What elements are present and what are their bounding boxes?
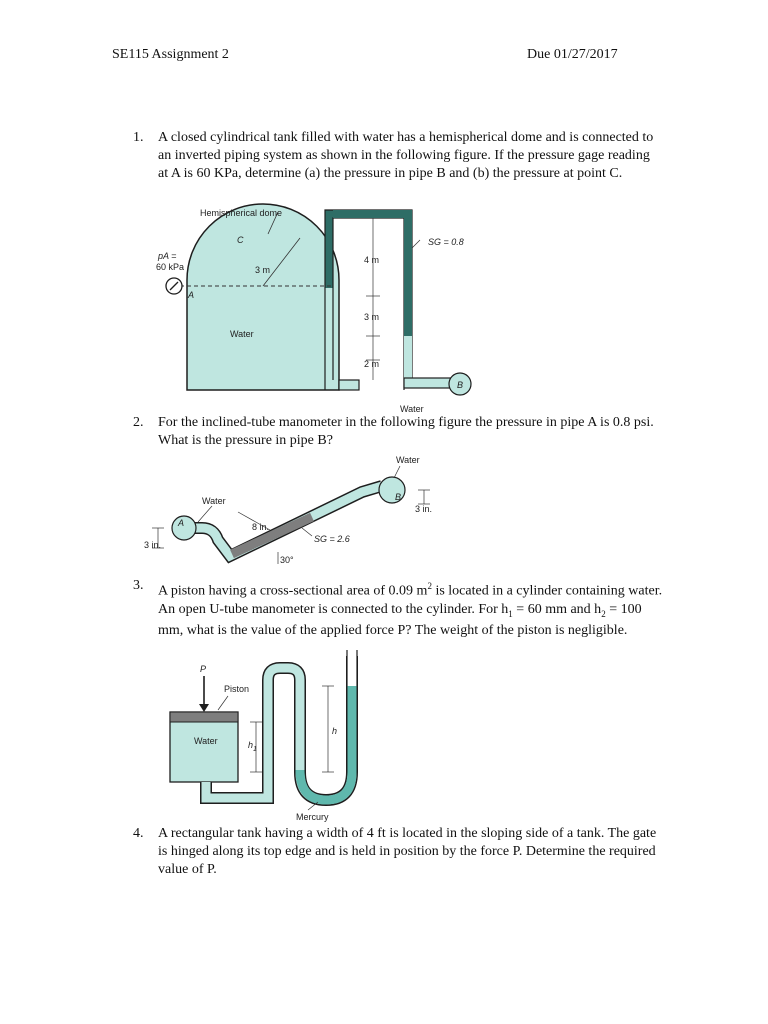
figure-3-piston-manometer [158,650,418,822]
problem-number: 4. [133,826,144,841]
pa-value: 60 kPa [156,262,185,272]
water-label: Water [230,329,254,339]
water-b-label: Water [400,404,424,414]
dim-3in-left: 3 in. [144,540,162,550]
problem-text: A piston having a cross-sectional area of 0.09 $m^2$ is located in a cylinder containing water. An open U-tube manometer is connected to the cylinder. For $h_1 = 60$ mm and $h_2 = 100$ mm, what is the value of the applied force P? The weight of the piston is negligible. [158,581,663,639]
right-leg-oil [404,218,412,336]
dim-4m-label: 4 m [364,255,380,265]
gauge-fluid [232,517,312,554]
point-c-label: C [237,235,244,245]
left-leg-water [325,288,333,386]
point-a-label: A [178,518,185,528]
mercury [300,686,352,800]
problem-text: For the inclined-tube manometer in the following figure the pressure in pipe A is 0.8 psi. What is the pressure in pipe B? [158,415,654,448]
problem-2 [133,414,663,450]
problem-3 [133,577,663,640]
tank-with-dome [187,204,339,390]
problem-text: A closed cylindrical tank filled with water has a hemispherical dome and is connected to an inverted piping system as shown in the following figure. If the pressure gage reading at A is 60 KPa, determine (a) the pressure in pipe B and (b) the pressure at point C. [158,130,654,181]
point-a-label: A [188,290,195,300]
piston [170,712,238,722]
h1-label: $h_1$ [248,740,257,753]
pipe-b [379,477,405,503]
dim-8in: 8 in. [252,522,270,532]
mercury-label: Mercury [296,812,329,822]
point-b-label: B [395,492,402,502]
sg-label: SG = 2.6 [314,534,350,544]
open-tube-top [347,650,357,686]
course-title: SE115 Assignment 2 [112,47,229,62]
dome-label: Hemispherical dome [200,208,283,218]
top-pipe-oil [333,210,412,218]
water-top-label: Water [396,455,420,465]
dim-3in-right: 3 in. [415,504,433,514]
problem-number: 1. [133,130,144,145]
angle-label: 30° [280,555,294,565]
figure-2-inclined-manometer [142,452,442,570]
figure-1-tank-diagram [150,200,480,416]
problem-number: 2. [133,415,144,430]
due-date: Due 01/27/2017 [527,47,618,62]
water-label: Water [194,736,218,746]
sg-label: SG = 0.8 [428,237,464,247]
dim-2m-label: 2 m [364,359,380,369]
connecting-pipe-bottom [339,380,359,390]
problem-1 [133,129,663,183]
problem-text: A rectangular tank having a width of 4 ft is located in the sloping side of a tank. The gate is hinged along its top edge and is held in position by the force P. Determine the required value of P. [158,826,657,877]
problem-4 [133,825,663,879]
h-label: h [332,726,338,736]
problem-number: 3. [133,578,144,593]
right-leg-water [404,336,412,380]
radius-label: 3 m [255,265,271,275]
dim-3m-label: 3 m [364,312,380,322]
point-b-label: B [457,380,464,390]
piston-label: Piston [224,684,250,694]
force-label: P [200,664,207,674]
left-leg-oil [325,210,333,288]
pa-label: pA = [158,251,177,261]
water-left-label: Water [202,496,226,506]
